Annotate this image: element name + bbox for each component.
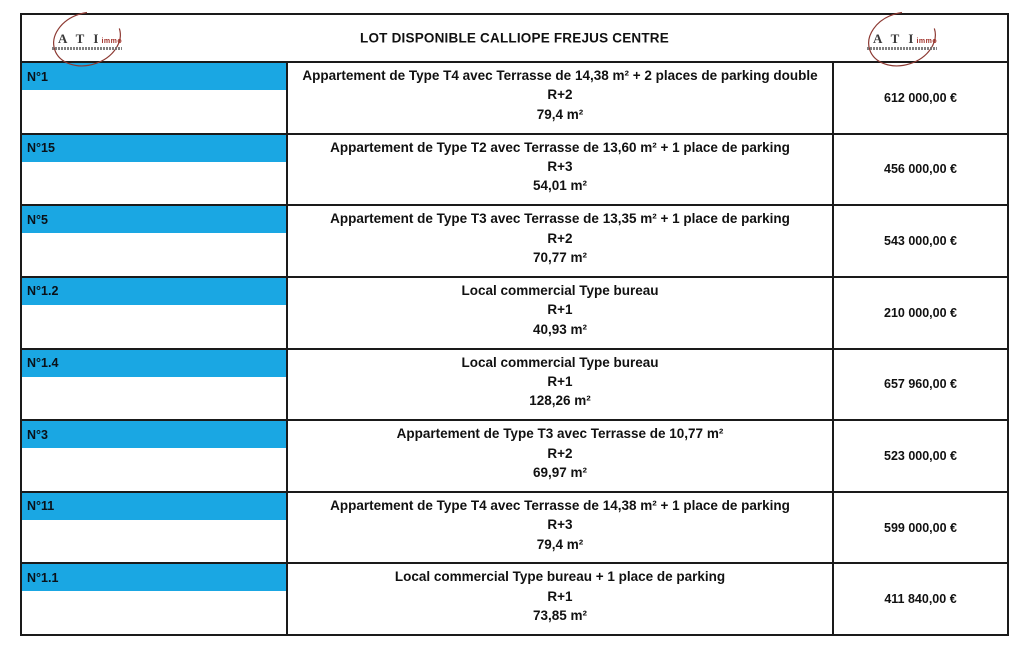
lot-cell	[22, 564, 288, 634]
description-cell	[288, 350, 834, 420]
table-row	[22, 493, 1007, 565]
document-title: LOT DISPONIBLE CALLIOPE FREJUS CENTRE	[360, 30, 669, 46]
lot-area: 79,4 m²	[536, 106, 584, 122]
lot-number: N°15	[22, 135, 286, 162]
lot-number: N°3	[22, 421, 286, 448]
lot-description: Appartement de Type T2 avec Terrasse de 13,60 m² + 1 place de parking	[330, 139, 790, 155]
lot-floor: R+1	[547, 588, 573, 604]
lot-price: 543 000,00 €	[884, 234, 957, 249]
lot-price: 612 000,00 €	[884, 90, 957, 105]
table-row	[22, 564, 1007, 634]
lot-floor: R+3	[547, 517, 573, 533]
description-cell	[288, 493, 834, 563]
description-cell	[288, 421, 834, 491]
price-cell	[834, 564, 1007, 634]
price-cell	[834, 206, 1007, 276]
logo-text	[58, 31, 122, 47]
lot-number: N°1.2	[22, 278, 286, 305]
table-row	[22, 350, 1007, 422]
logo-tagline	[867, 47, 937, 50]
lot-number: N°1.1	[22, 564, 286, 591]
table-header	[22, 15, 1007, 63]
table-row	[22, 278, 1007, 350]
table-row	[22, 135, 1007, 207]
ati-logo-left	[44, 19, 134, 61]
lot-area: 70,77 m²	[532, 250, 588, 265]
lot-price: 599 000,00 €	[884, 520, 957, 535]
lot-area: 73,85 m²	[532, 608, 588, 624]
table-row	[22, 421, 1007, 493]
lot-price: 523 000,00 €	[884, 448, 957, 463]
lot-description: Local commercial Type bureau + 1 place de parking	[394, 569, 726, 585]
lot-floor: R+3	[547, 159, 573, 174]
lot-description: Local commercial Type bureau	[461, 354, 659, 370]
lot-cell	[22, 135, 288, 205]
lot-cell	[22, 63, 288, 133]
lot-floor: R+1	[547, 302, 573, 318]
lot-number: N°11	[22, 493, 286, 520]
lot-area: 69,97 m²	[532, 464, 588, 480]
ati-logo-right	[859, 19, 949, 61]
table-row	[22, 206, 1007, 278]
lot-description: Appartement de Type T4 avec Terrasse de 14,38 m² + 2 places de parking double	[302, 68, 818, 83]
lot-area: 54,01 m²	[532, 178, 588, 194]
lots-table	[20, 13, 1009, 636]
lot-number: N°1.4	[22, 350, 286, 377]
description-cell	[288, 135, 834, 205]
logo-text	[873, 31, 937, 47]
table-row	[22, 63, 1007, 135]
price-cell	[834, 421, 1007, 491]
lot-price: 210 000,00 €	[884, 305, 957, 320]
price-cell	[834, 135, 1007, 205]
price-cell	[834, 493, 1007, 563]
lot-description: Appartement de Type T3 avec Terrasse de 13,35 m² + 1 place de parking	[330, 211, 790, 227]
lot-area: 40,93 m²	[532, 321, 588, 337]
logo-name: A T I	[58, 31, 102, 46]
lot-price: 411 840,00 €	[884, 592, 957, 607]
lot-floor: R+2	[547, 445, 573, 461]
lot-price: 657 960,00 €	[884, 377, 957, 392]
description-cell	[288, 206, 834, 276]
price-cell	[834, 63, 1007, 133]
lot-cell	[22, 206, 288, 276]
lot-description: Local commercial Type bureau	[461, 282, 659, 298]
price-cell	[834, 278, 1007, 348]
lot-description: Appartement de Type T3 avec Terrasse de 10,77 m²	[396, 426, 724, 442]
lot-floor: R+2	[547, 230, 573, 246]
lot-description: Appartement de Type T4 avec Terrasse de 14,38 m² + 1 place de parking	[330, 497, 790, 513]
lot-cell	[22, 493, 288, 563]
lot-area: 128,26 m²	[529, 393, 591, 409]
lot-area: 79,4 m²	[536, 536, 584, 552]
lot-floor: R+2	[547, 87, 573, 103]
lot-cell	[22, 350, 288, 420]
lot-number: N°1	[22, 63, 286, 90]
lot-cell	[22, 278, 288, 348]
logo-suffix: immo	[916, 38, 938, 45]
table-body	[22, 63, 1007, 634]
lot-floor: R+1	[547, 373, 573, 389]
lot-cell	[22, 421, 288, 491]
lot-price: 456 000,00 €	[884, 162, 957, 177]
description-cell	[288, 278, 834, 348]
description-cell	[288, 564, 834, 634]
lot-number: N°5	[22, 206, 286, 233]
description-cell	[288, 63, 834, 133]
logo-suffix: immo	[101, 38, 123, 45]
logo-name: A T I	[873, 31, 917, 46]
logo-tagline	[52, 47, 122, 50]
price-cell	[834, 350, 1007, 420]
